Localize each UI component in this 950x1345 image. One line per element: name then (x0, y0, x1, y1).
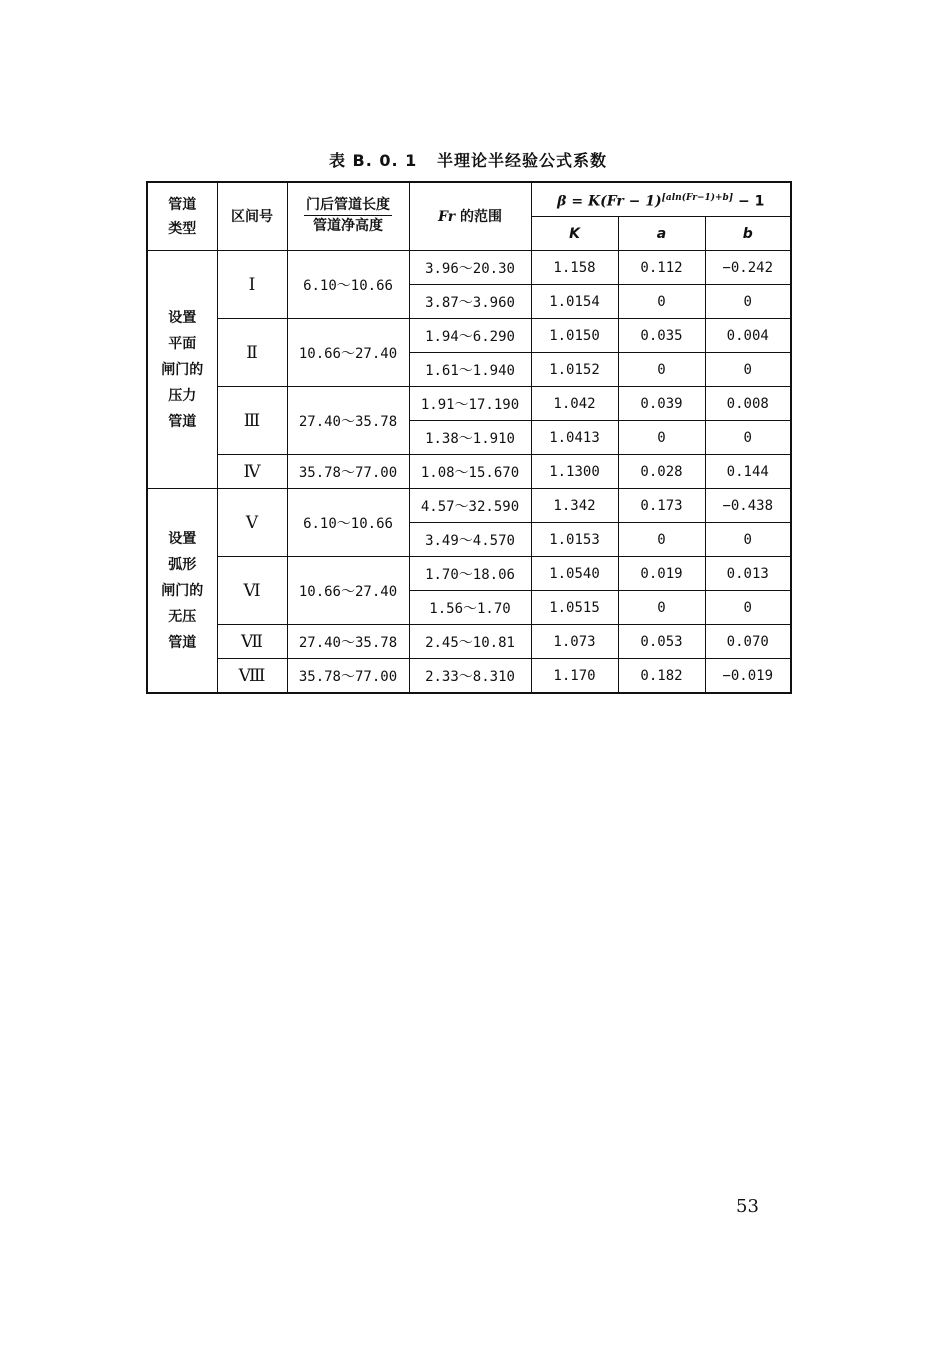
table-row (147, 319, 791, 353)
b-cell: 0.004 (705, 319, 791, 353)
length-ratio-cell: 35.78～77.00 (287, 455, 409, 489)
b-cell: 0 (705, 353, 791, 387)
length-ratio-cell: 10.66～27.40 (287, 319, 409, 387)
b-cell: 0.013 (705, 557, 791, 591)
fr-range-cell: 1.70～18.06 (409, 557, 531, 591)
table-row (147, 659, 791, 694)
fr-range-cell: 1.94～6.290 (409, 319, 531, 353)
a-cell: 0 (618, 421, 705, 455)
k-cell: 1.0540 (531, 557, 618, 591)
b-cell: 0 (705, 523, 791, 557)
coefficient-table (146, 181, 792, 694)
table-row (147, 489, 791, 523)
header-pipe-type: 管道 类型 (147, 182, 217, 251)
k-cell: 1.042 (531, 387, 618, 421)
b-cell: 0 (705, 285, 791, 319)
a-cell: 0.039 (618, 387, 705, 421)
header-formula: β = K(Fr − 1)[aln(Fr−1)+b] − 1 (531, 182, 791, 217)
table-row (147, 557, 791, 591)
header-fr-range: Fr 的范围 (409, 182, 531, 251)
b-cell: 0 (705, 591, 791, 625)
zone-cell: Ⅷ (217, 659, 287, 694)
a-cell: 0.053 (618, 625, 705, 659)
b-cell: 0.008 (705, 387, 791, 421)
page-number: 53 (736, 1196, 759, 1217)
length-ratio-cell: 6.10～10.66 (287, 251, 409, 319)
a-cell: 0 (618, 353, 705, 387)
length-ratio-cell: 27.40～35.78 (287, 387, 409, 455)
fr-range-cell: 2.33～8.310 (409, 659, 531, 694)
fr-range-cell: 1.56～1.70 (409, 591, 531, 625)
zone-cell: Ⅶ (217, 625, 287, 659)
a-cell: 0 (618, 591, 705, 625)
b-cell: 0.144 (705, 455, 791, 489)
zone-cell: Ⅱ (217, 319, 287, 387)
table-caption: 表 B. 0. 1 半理论半经验公式系数 (328, 151, 608, 170)
ratio-denominator: 管道净高度 (313, 218, 383, 234)
a-cell: 0 (618, 523, 705, 557)
table-row (147, 455, 791, 489)
pipe-type-cell: 设置 平面 闸门的 压力 管道 (147, 251, 217, 489)
table-row (147, 387, 791, 421)
ratio-numerator: 门后管道长度 (304, 195, 392, 216)
k-cell: 1.158 (531, 251, 618, 285)
length-ratio-cell: 27.40～35.78 (287, 625, 409, 659)
k-cell: 1.0413 (531, 421, 618, 455)
k-cell: 1.073 (531, 625, 618, 659)
header-k: K (531, 217, 618, 251)
fr-range-cell: 1.08～15.670 (409, 455, 531, 489)
header-a: a (618, 217, 705, 251)
table-row (147, 625, 791, 659)
b-cell: −0.019 (705, 659, 791, 694)
k-cell: 1.1300 (531, 455, 618, 489)
zone-cell: Ⅳ (217, 455, 287, 489)
fr-range-cell: 1.91～17.190 (409, 387, 531, 421)
a-cell: 0.019 (618, 557, 705, 591)
k-cell: 1.342 (531, 489, 618, 523)
k-cell: 1.0515 (531, 591, 618, 625)
length-ratio-cell: 35.78～77.00 (287, 659, 409, 694)
a-cell: 0.182 (618, 659, 705, 694)
fr-range-cell: 1.38～1.910 (409, 421, 531, 455)
zone-cell: Ⅰ (217, 251, 287, 319)
fr-range-cell: 3.96～20.30 (409, 251, 531, 285)
pipe-type-cell: 设置 弧形 闸门的 无压 管道 (147, 489, 217, 694)
zone-cell: Ⅴ (217, 489, 287, 557)
k-cell: 1.0152 (531, 353, 618, 387)
header-length-ratio (287, 182, 409, 251)
b-cell: 0 (705, 421, 791, 455)
fr-range-cell: 3.49～4.570 (409, 523, 531, 557)
k-cell: 1.0154 (531, 285, 618, 319)
a-cell: 0.173 (618, 489, 705, 523)
fr-range-cell: 3.87～3.960 (409, 285, 531, 319)
length-ratio-cell: 10.66～27.40 (287, 557, 409, 625)
fr-range-cell: 4.57～32.590 (409, 489, 531, 523)
k-cell: 1.0153 (531, 523, 618, 557)
a-cell: 0.035 (618, 319, 705, 353)
header-zone: 区间号 (217, 182, 287, 251)
a-cell: 0.028 (618, 455, 705, 489)
a-cell: 0 (618, 285, 705, 319)
a-cell: 0.112 (618, 251, 705, 285)
b-cell: 0.070 (705, 625, 791, 659)
k-cell: 1.170 (531, 659, 618, 694)
fr-range-cell: 2.45～10.81 (409, 625, 531, 659)
b-cell: −0.438 (705, 489, 791, 523)
k-cell: 1.0150 (531, 319, 618, 353)
header-b: b (705, 217, 791, 251)
length-ratio-cell: 6.10～10.66 (287, 489, 409, 557)
zone-cell: Ⅵ (217, 557, 287, 625)
b-cell: −0.242 (705, 251, 791, 285)
table-row (147, 251, 791, 285)
zone-cell: Ⅲ (217, 387, 287, 455)
fr-range-cell: 1.61～1.940 (409, 353, 531, 387)
